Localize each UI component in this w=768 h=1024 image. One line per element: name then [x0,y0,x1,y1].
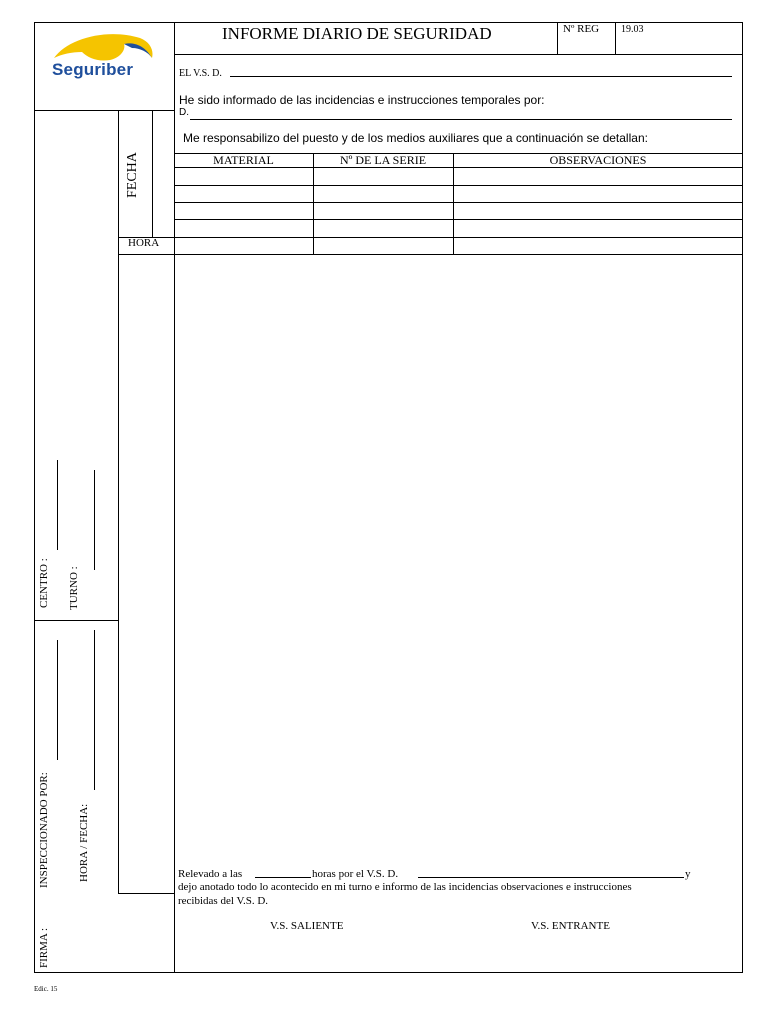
centro-field[interactable] [57,460,58,550]
column-header-serie: Nº DE LA SERIE [339,153,427,167]
left-section-line [34,620,118,621]
reg-divider-left [557,22,558,54]
brand-name: Seguriber [52,60,134,79]
informed-by-field[interactable] [190,119,732,120]
turno-field[interactable] [94,470,95,570]
edition-label: Edic. 15 [34,985,58,993]
footer-line2: dejo anotado todo lo acontecido en mi turno e informo de las incidencias observaciones e instrucciones [178,881,632,893]
table-row-line [174,202,743,203]
left-inner-divider [118,110,119,893]
vsd-label: EL V.S. D. [179,68,222,79]
table-bottom-line [118,254,743,255]
seguriber-logo [48,28,160,88]
responsible-text: Me responsabilizo del puesto y de los medios auxiliares que a continuación se detallan: [183,131,648,145]
inspeccionado-label: INSPECCIONADO POR: [38,772,50,888]
inspeccionado-field[interactable] [57,640,58,760]
y-label: y [685,868,691,880]
informed-text: He sido informado de las incidencias e instrucciones temporales por: [179,93,545,107]
column-header-observaciones: OBSERVACIONES [549,153,647,167]
table-row-line [174,219,743,220]
left-bottom-line [118,893,174,894]
footer-line3: recibidas del V.S. D. [178,895,269,907]
fecha-label: FECHA [125,152,140,198]
centro-label: CENTRO : [38,558,50,608]
vsd-field[interactable] [230,76,732,77]
header-bottom-line [174,54,743,55]
hora-fecha-field[interactable] [94,630,95,790]
reg-label: Nº REG [563,23,600,35]
hora-label: HORA [128,237,160,249]
fecha-box-divider [152,110,153,237]
table-row-line [118,237,743,238]
saliente-label: V.S. SALIENTE [270,920,344,932]
table-col-divider [313,153,314,254]
entrante-label: V.S. ENTRANTE [531,920,610,932]
informed-by-label: D. [179,107,189,118]
firma-label: FIRMA : [38,927,50,968]
table-col-divider [453,153,454,254]
logo-bottom-line [34,110,174,111]
relevado-label: Relevado a las [178,868,243,880]
reg-value[interactable]: 19.03 [621,24,644,35]
form-title: INFORME DIARIO DE SEGURIDAD [222,24,492,43]
reg-divider-right [615,22,616,54]
column-header-material: MATERIAL [213,153,274,167]
table-row-line [174,185,743,186]
horas-por-label: horas por el V.S. D. [312,868,399,880]
relevado-vsd-field[interactable] [418,877,684,878]
relevado-hora-field[interactable] [255,877,311,878]
hora-fecha-label: HORA / FECHA: [78,803,90,882]
turno-label: TURNO : [68,566,80,610]
